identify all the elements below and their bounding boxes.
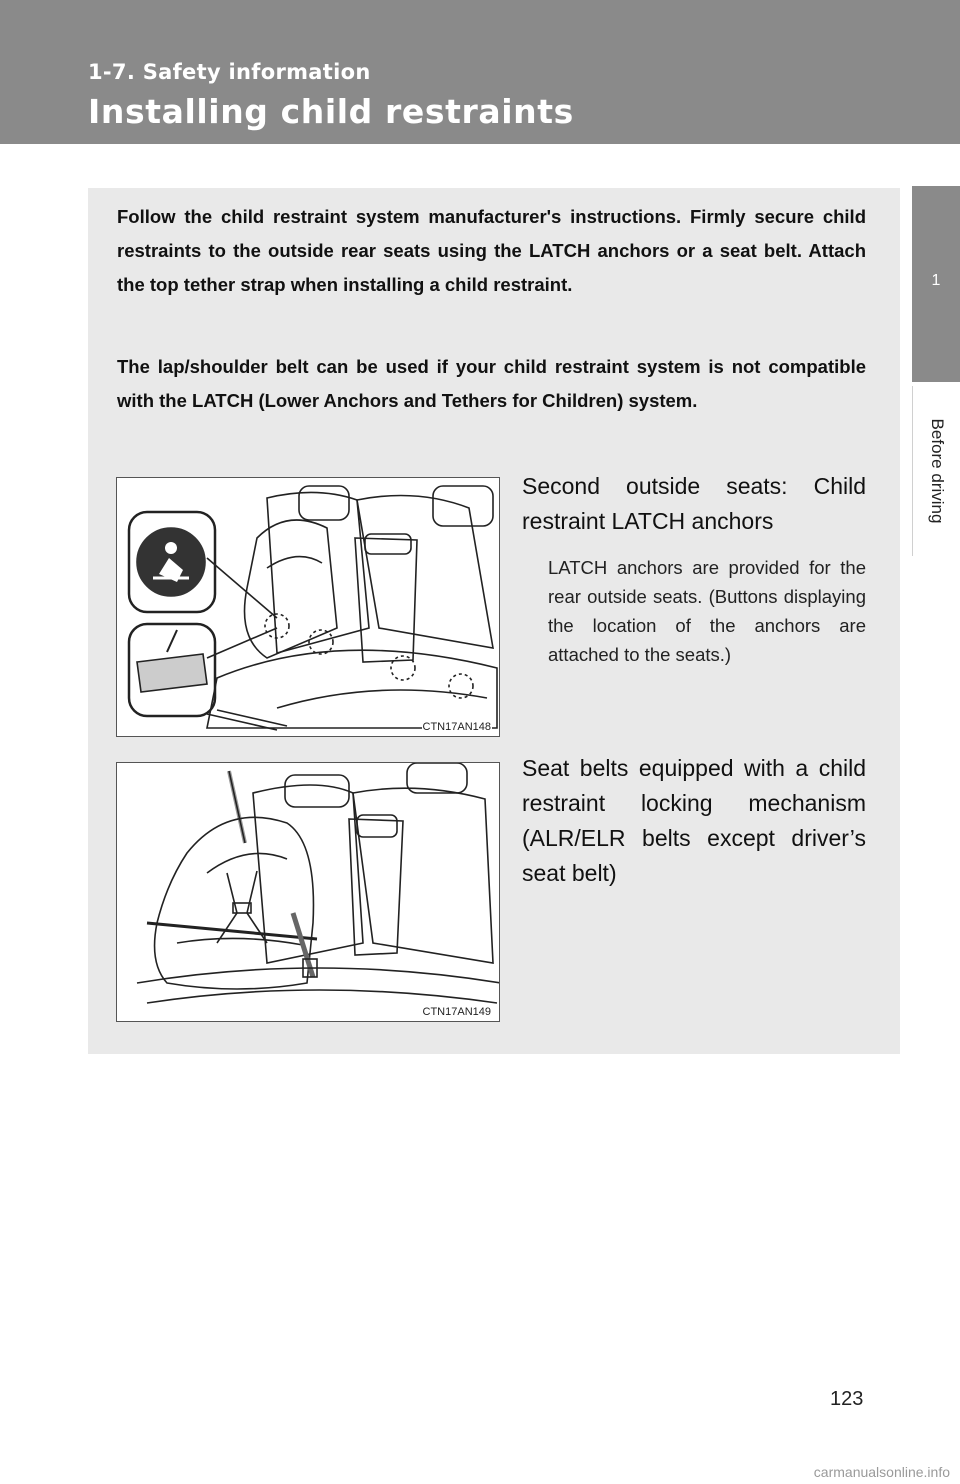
chapter-tab-number: 1: [912, 186, 960, 382]
item-heading: Second outside seats: Child restraint LATCH anchors: [522, 473, 866, 534]
section-label: 1-7. Safety information: [88, 60, 371, 84]
figure-code: CTN17AN149: [422, 1006, 491, 1018]
intro-paragraph: The lap/shoulder belt can be used if your child restraint system is not compatible with the LATCH (Lower Anchors and Tethers for Children) system.: [117, 356, 866, 411]
chapter-tab-label: [912, 386, 960, 556]
item-heading: Seat belts equipped with a child restraint locking mechanism (ALR/ELR belts except driver’s seat belt): [522, 755, 866, 886]
chapter-tab-label-text: Before driving: [927, 418, 947, 524]
page-number: 123: [830, 1388, 864, 1410]
chapter-header: [0, 0, 960, 144]
intro-paragraph: Follow the child restraint system manufacturer's instructions. Firmly secure child restraints to the outside rear seats using the LATCH anchors or a seat belt. Attach the top tether strap when installing a child restraint.: [117, 206, 866, 295]
latch-anchors-illustration: [116, 477, 500, 737]
item-description: LATCH anchors are provided for the rear outside seats. (Buttons displaying the location of the anchors are attached to the seats.): [548, 557, 866, 665]
figure-code: CTN17AN148: [422, 721, 491, 733]
page-title: Installing child restraints: [88, 92, 574, 131]
seat-belt-installation-illustration: [116, 762, 500, 1022]
watermark: carmanualsonline.info: [813, 1464, 950, 1480]
